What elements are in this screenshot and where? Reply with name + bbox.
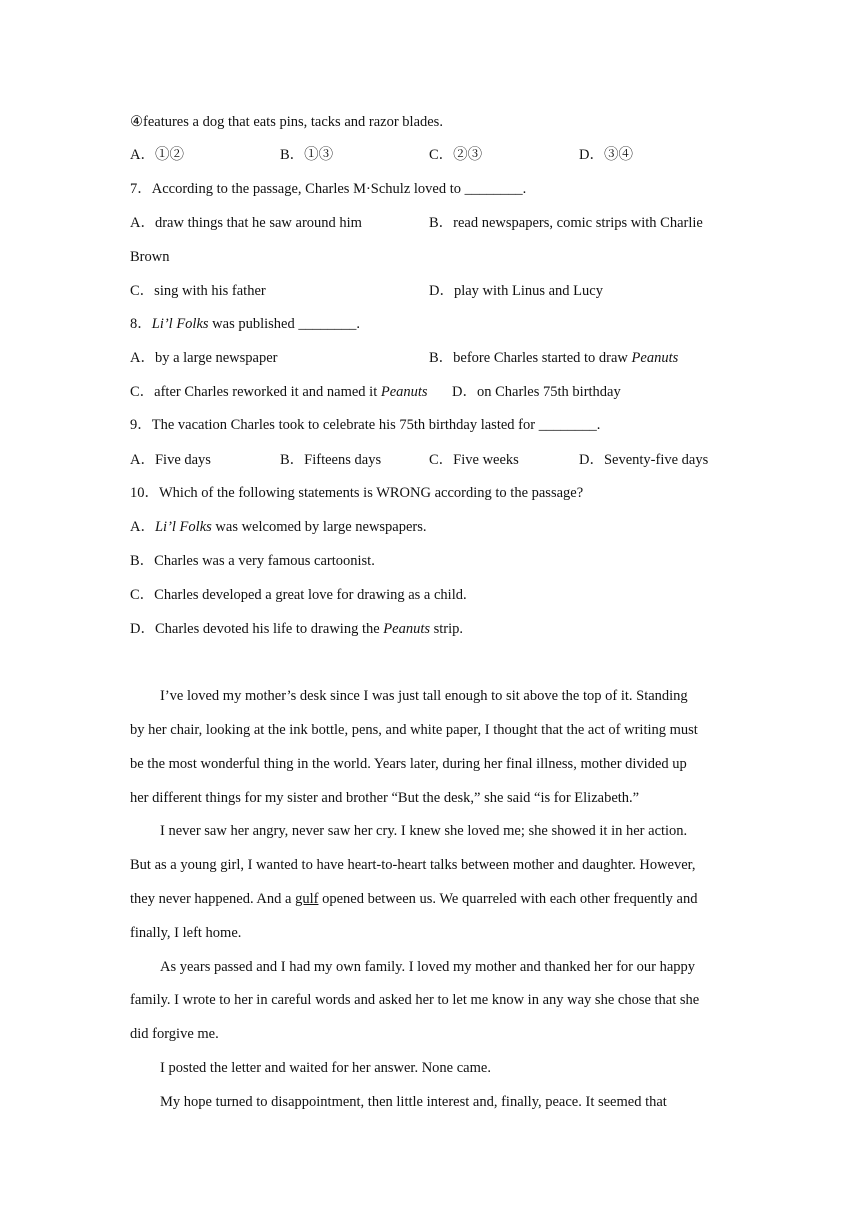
q8-choice-c-title: Peanuts [380,384,428,400]
q8-number: 8． [130,316,152,332]
passage-p2-line2: But as a young girl, I wanted to have heart-to-heart talks between mother and daughter. However, [130,857,696,873]
q10-stem: 10．Which of the following statements is WRONG according to the passage? [130,485,584,501]
passage-p2-line1: I never saw her angry, never saw her cry. I knew she loved me; she showed it in her action. [160,823,688,839]
q7-choice-c: C．sing with his father [130,283,266,299]
passage-p5-line1: My hope turned to disappointment, then little interest and, finally, peace. It seemed that [160,1094,667,1110]
q8-stem-rest: was published ________. [208,316,360,332]
q6-option-4: ④features a dog that eats pins, tacks and razor blades. [130,114,443,130]
q8-choice-b-title: Peanuts [631,350,679,366]
q7-stem: 7．According to the passage, Charles M·Schulz loved to ________. [130,181,527,197]
q9-choice-d: D．Seventy-five days [579,452,709,468]
q8-choice-c: C．after Charles reworked it and named it Peanuts [130,384,428,400]
passage-p3-line1: As years passed and I had my own family. I loved my mother and thanked her for our happy [160,959,696,975]
q9-choice-c: C．Five weeks [429,452,519,468]
q9-stem: 9．The vacation Charles took to celebrate his 75th birthday lasted for ________. [130,417,601,433]
q8-stem [130,314,360,334]
passage-p1-line1: I’ve loved my mother’s desk since I was just tall enough to sit above the top of it. Standing [160,688,688,704]
q8-choice-d: D．on Charles 75th birthday [452,384,621,400]
q7-choice-b: B．read newspapers, comic strips with Charlie [429,215,703,231]
q6-choice-b: B．①③ [280,147,334,163]
q6-choice-a: A．①② [130,147,184,163]
q10-choice-b: B．Charles was a very famous cartoonist. [130,553,375,569]
passage-p2-line3: they never happened. And a gulf opened between us. We quarreled with each other frequently and [130,891,698,907]
q10-choice-a-title: Li’l Folks [154,519,212,535]
q7-choice-b-continued: Brown [130,249,170,265]
passage-p2-line4: finally, I left home. [130,925,242,941]
underlined-word-gulf: gulf [295,891,319,907]
passage-p1-line3: be the most wonderful thing in the world. Years later, during her final illness, mother divided up [130,756,687,772]
q10-choice-a: A．Li’l Folks was welcomed by large newspapers. [130,519,427,535]
q10-choice-c: C．Charles developed a great love for drawing as a child. [130,587,467,603]
q10-choice-d-title: Peanuts [383,621,431,637]
passage-p1-line4: her different things for my sister and brother “But the desk,” she said “is for Elizabeth.” [130,790,640,806]
passage-p3-line2: family. I wrote to her in careful words and asked her to let me know in any way she chose that she [130,992,700,1008]
q7-choice-d: D．play with Linus and Lucy [429,283,603,299]
q6-choice-d: D．③④ [579,147,633,163]
q9-choice-b: B．Fifteens days [280,452,382,468]
q8-choice-b: B．before Charles started to draw Peanuts [429,350,679,366]
q6-choice-c: C．②③ [429,147,483,163]
q8-choice-a: A．by a large newspaper [130,350,278,366]
q10-choice-d: D．Charles devoted his life to drawing the Peanuts strip. [130,621,464,637]
passage-p4: I posted the letter and waited for her answer. None came. [160,1060,491,1076]
passage-p3-line3: did forgive me. [130,1026,219,1042]
passage-p1-line2: by her chair, looking at the ink bottle, pens, and white paper, I thought that the act of writing must [130,722,698,738]
q9-choice-a: A．Five days [130,452,211,468]
q7-choice-a: A．draw things that he saw around him [130,215,362,231]
q8-stem-title: Li’l Folks [151,316,209,332]
